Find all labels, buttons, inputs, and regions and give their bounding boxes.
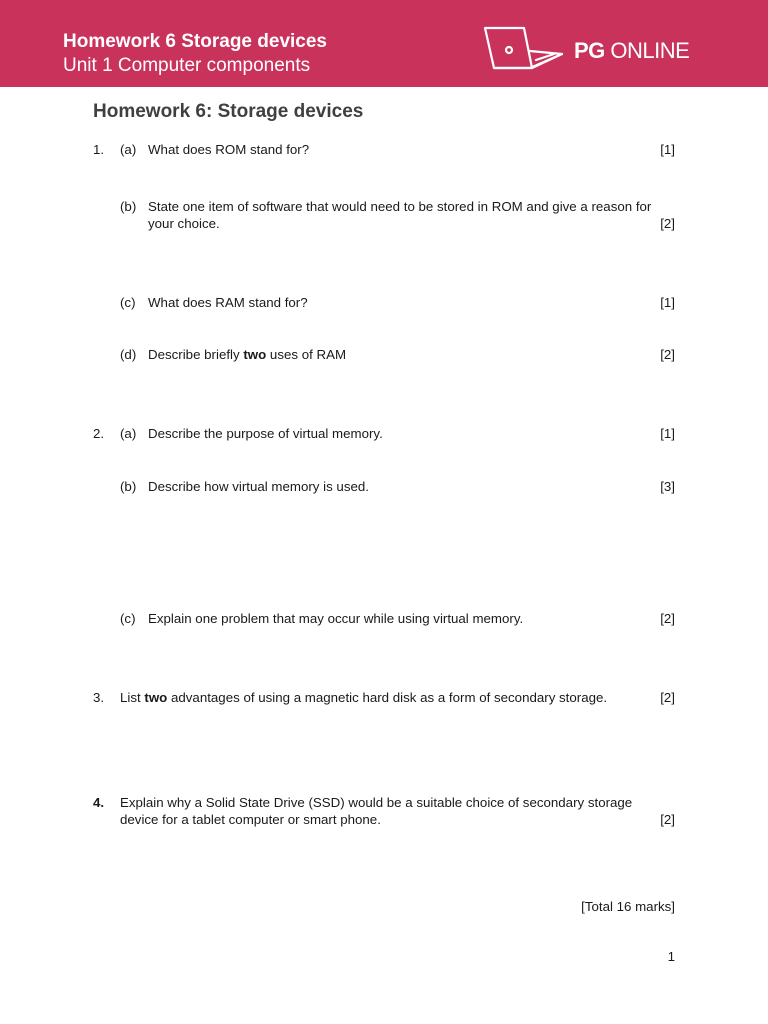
header-title: Homework 6 Storage devices: [63, 31, 327, 52]
marks-label: [1]: [660, 295, 675, 310]
marks-label: [1]: [660, 426, 675, 441]
logo-text: PG ONLINE: [574, 38, 690, 63]
laptop-icon: [482, 24, 572, 80]
question-number: 1.: [93, 142, 105, 157]
marks-label: [3]: [660, 479, 675, 494]
pg-online-logo: [482, 24, 702, 80]
question-text: Explain one problem that may occur while using virtual memory.: [148, 611, 524, 626]
question-text: Describe how virtual memory is used.: [148, 479, 369, 494]
question-text: State one item of software that would need to be stored in ROM and give a reason for your choice.: [148, 199, 652, 231]
part-label: (d): [120, 347, 137, 362]
part-label: (b): [120, 199, 137, 214]
question-number: 2.: [93, 426, 105, 441]
part-label: (a): [120, 426, 137, 441]
page-title: Homework 6: Storage devices: [93, 101, 364, 122]
header-subtitle: Unit 1 Computer components: [63, 55, 311, 76]
page-number: 1: [667, 949, 675, 964]
marks-label: [2]: [660, 812, 675, 827]
marks-label: [2]: [660, 347, 675, 362]
question-text: Explain why a Solid State Drive (SSD) would be a suitable choice of secondary storage device for a tablet computer or smart phone.: [120, 795, 633, 827]
marks-label: [2]: [660, 690, 675, 705]
marks-label: [1]: [660, 142, 675, 157]
marks-label: [2]: [660, 611, 675, 626]
question-text: List two advantages of using a magnetic hard disk as a form of secondary storage.: [120, 690, 608, 705]
part-label: (c): [120, 295, 136, 310]
question-text: What does ROM stand for?: [148, 142, 310, 157]
question-text: What does RAM stand for?: [148, 295, 308, 310]
marks-label: [2]: [660, 216, 675, 231]
part-label: (a): [120, 142, 137, 157]
question-number: 4.: [93, 795, 105, 810]
question-number: 3.: [93, 690, 105, 705]
question-text: Describe the purpose of virtual memory.: [148, 426, 383, 441]
total-marks: [Total 16 marks]: [581, 899, 675, 914]
question-text: Describe briefly two uses of RAM: [148, 347, 347, 362]
part-label: (b): [120, 479, 137, 494]
part-label: (c): [120, 611, 136, 626]
header-band: [0, 0, 768, 87]
